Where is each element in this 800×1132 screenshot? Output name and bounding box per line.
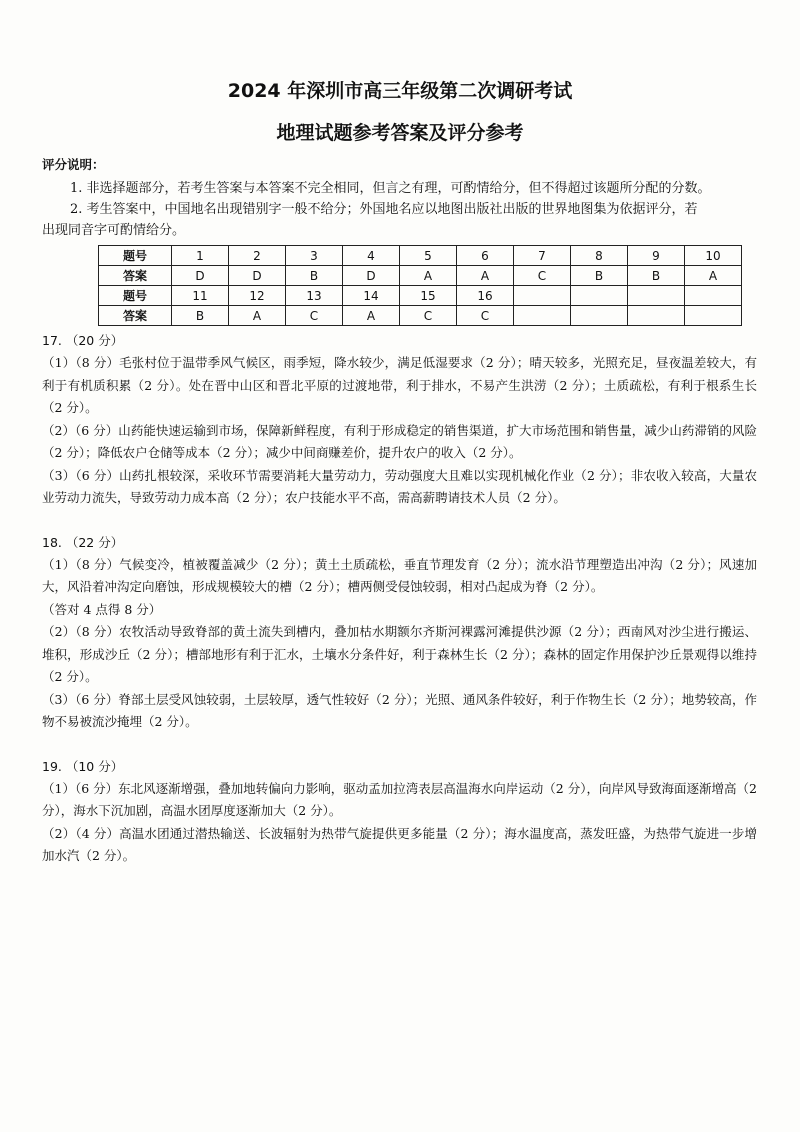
scoring-note-2-text: 2. 考生答案中，中国地名出现错别字一般不给分；外国地名应以地图出版社出版的世界地图集为依据评分，若 <box>70 202 698 217</box>
answer-cell: A <box>457 266 514 286</box>
scoring-note-2 <box>42 199 757 241</box>
question-number: 6 <box>457 246 514 266</box>
answer-cell: C <box>457 306 514 326</box>
question-19-part-1: （1）（6 分）东北风逐渐增强，叠加地转偏向力影响，驱动孟加拉湾表层高温海水向岸运动（2 分），向岸风导致海面逐渐增高（2 分），海水下沉加剧，高温水团厚度逐渐加大（2 分）。 <box>42 780 757 818</box>
document-body <box>42 155 757 868</box>
question-number: 12 <box>229 286 286 306</box>
answer-table-row <box>99 266 742 286</box>
question-number: 2 <box>229 246 286 266</box>
scoring-notes-label: 评分说明： <box>42 157 105 172</box>
empty-cell <box>571 306 628 326</box>
question-number: 10 <box>685 246 742 266</box>
answer-cell: C <box>514 266 571 286</box>
row-label-answer: 答案 <box>99 266 172 286</box>
empty-cell <box>685 286 742 306</box>
answer-cell: B <box>286 266 343 286</box>
question-19 <box>42 756 757 868</box>
question-number: 1 <box>172 246 229 266</box>
empty-cell <box>685 306 742 326</box>
answer-cell: C <box>286 306 343 326</box>
answer-cell: A <box>400 266 457 286</box>
answer-cell: D <box>229 266 286 286</box>
scoring-note-1-text: 1. 非选择题部分，若考生答案与本答案不完全相同，但言之有理，可酌情给分，但不得超过该题所分配的分数。 <box>70 181 711 196</box>
answer-cell: A <box>229 306 286 326</box>
empty-cell <box>514 306 571 326</box>
answer-table-row <box>99 286 742 306</box>
page-title: 2024 年深圳市高三年级第二次调研考试 <box>227 80 573 102</box>
question-number: 7 <box>514 246 571 266</box>
question-18-title: 18. （22 分） <box>42 534 124 550</box>
answer-cell: A <box>343 306 400 326</box>
page-subtitle: 地理试题参考答案及评分参考 <box>276 122 524 144</box>
answer-table-row <box>99 306 742 326</box>
question-18-part-3: （3）（6 分）脊部土层受风蚀较弱，土层较厚，透气性较好（2 分）；光照、通风条件较好，利于作物生长（2 分）；地势较高，作物不易被流沙掩埋（2 分）。 <box>42 691 757 729</box>
scoring-note-2-continued: 出现同音字可酌情给分。 <box>42 223 186 238</box>
empty-cell <box>571 286 628 306</box>
question-17 <box>42 330 757 510</box>
empty-cell <box>628 306 685 326</box>
empty-cell <box>628 286 685 306</box>
row-label-question: 题号 <box>99 246 172 266</box>
answer-cell: B <box>571 266 628 286</box>
answer-cell: D <box>343 266 400 286</box>
question-18 <box>42 532 757 734</box>
question-number: 15 <box>400 286 457 306</box>
answer-cell: C <box>400 306 457 326</box>
question-number: 14 <box>343 286 400 306</box>
row-label-answer: 答案 <box>99 306 172 326</box>
question-18-part-1-note: （答对 4 点得 8 分） <box>42 601 162 617</box>
question-18-part-1: （1）（8 分）气候变冷，植被覆盖减少（2 分）；黄土土质疏松，垂直节理发育（2 分）；流水沿节理塑造出冲沟（2 分）；风速加大，风沿着冲沟定向磨蚀，形成规模较大的槽（2 分）；槽两侧受侵蚀较弱，相对凸起成为脊（2 分）。 <box>42 556 757 594</box>
answer-table-row <box>99 246 742 266</box>
scoring-note-1 <box>42 178 757 199</box>
empty-cell <box>514 286 571 306</box>
question-17-part-1: （1）（8 分）毛张村位于温带季风气候区，雨季短，降水较少，满足低湿要求（2 分）；晴天较多，光照充足，昼夜温差较大，有利于有机质积累（2 分）。处在晋中山区和晋北平原的过渡地带，利于排水，不易产生洪涝（2 分）；土质疏松，有利于根系生长（2 分）。 <box>42 355 757 415</box>
question-number: 3 <box>286 246 343 266</box>
question-18-part-2: （2）（8 分）农牧活动导致脊部的黄土流失到槽内，叠加枯水期额尔齐斯河裸露河滩提供沙源（2 分）；西南风对沙尘进行搬运、堆积，形成沙丘（2 分）；槽部地形有利于汇水，土壤水分条件好，利于森林生长（2 分）；森林的固定作用保护沙丘景观得以维持（2 分）。 <box>42 624 757 684</box>
question-number: 5 <box>400 246 457 266</box>
row-label-question: 题号 <box>99 286 172 306</box>
question-17-title: 17. （20 分） <box>42 333 124 348</box>
answer-cell: B <box>172 306 229 326</box>
question-17-part-3: （3）（6 分）山药扎根较深，采收环节需要消耗大量劳动力，劳动强度大且难以实现机械化作业（2 分）；非农收入较高，大量农业劳动力流失，导致劳动力成本高（2 分）；农户技能水平不高，需高薪聘请技术人员（2 分）。 <box>42 467 757 505</box>
question-number: 11 <box>172 286 229 306</box>
answer-cell: A <box>685 266 742 286</box>
question-number: 4 <box>343 246 400 266</box>
question-19-part-2: （2）（4 分）高温水团通过潜热输送、长波辐射为热带气旋提供更多能量（2 分）；海水温度高，蒸发旺盛，为热带气旋进一步增加水汽（2 分）。 <box>42 825 757 863</box>
question-number: 13 <box>286 286 343 306</box>
question-number: 9 <box>628 246 685 266</box>
question-number: 16 <box>457 286 514 306</box>
answer-cell: B <box>628 266 685 286</box>
question-19-title: 19. （10 分） <box>42 758 124 774</box>
question-number: 8 <box>571 246 628 266</box>
question-17-part-2: （2）（6 分）山药能快速运输到市场，保障新鲜程度，有利于形成稳定的销售渠道，扩大市场范围和销售量，减少山药滞销的风险（2 分）；降低农户仓储等成本（2 分）；减少中间商赚差价，提升农户的收入（2 分）。 <box>42 422 757 460</box>
answer-table <box>98 245 742 326</box>
answer-cell: D <box>172 266 229 286</box>
